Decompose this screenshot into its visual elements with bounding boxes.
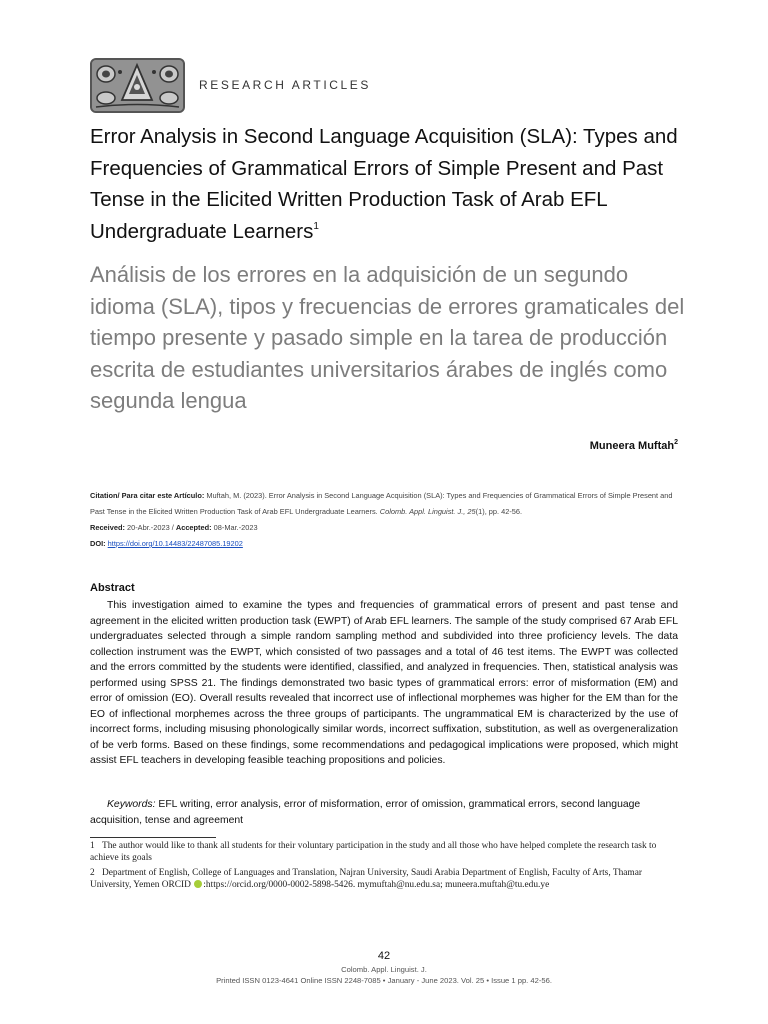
accepted-date: 08-Mar.-2023 (211, 523, 258, 532)
received-label: Received: (90, 523, 125, 532)
keywords-text: EFL writing, error analysis, error of misformation, error of omission, grammatical errors, second language acquisition, tense and agreement (90, 799, 641, 826)
citation-label: Citation/ Para citar este Artículo: (90, 491, 205, 500)
footnotes (90, 840, 680, 894)
abstract-body: This investigation aimed to examine the types and frequencies of grammatical errors of present and past tense and agreement in the elicited written production task (EWPT) of Arab EFL learners. The sample of the study comprised 67 Arab EFL undergraduates selected through a simple random sampling method and subdivided into three proficiency levels. The data collection instrument was the EWPT, which consisted of two passages and a total of 46 test items. The EWPT was collected and the errors committed by the students were identified, classified, and analyzed in frequencies. Then, statistical analysis was performed using SPSS 21. The findings demonstrated two basic types of grammatical errors: error of misformation (EM) and error of omission (EO). Overall results revealed that incorrect use of inflectional morphemes was higher for the EM than for the EO of inflectional morphemes across the three groups of participants. The ungrammatical EM is characterized by the use of incorrect forms, including misusing phonologically similar words, incorrect suffixation, substitution, as well as overgeneralization of be verb forms. Based on these findings, some recommendations and pedagogical implications were proposed, which might assist EFL teachers in developing feasible teaching propositions and policies. (90, 600, 678, 766)
footer-print-info: Printed ISSN 0123-4641 Online ISSN 2248-7085 • January - June 2023. Vol. 25 • Issue 1 pp. 42-56. (216, 976, 552, 985)
citation-pages: (1), pp. 42-56. (475, 507, 523, 516)
footnote-2 (90, 867, 680, 891)
title-english-text: Error Analysis in Second Language Acquisition (SLA): Types and Frequencies of Grammatical Errors of Simple Present and Past Tense in the Elicited Written Production Task of Arab EFL Undergraduate Learners (90, 125, 678, 243)
abstract-heading: Abstract (90, 582, 135, 594)
footnote-contact: :https://orcid.org/0000-0002-5898-5426. mymuftah@nu.edu.sa; muneera.muftah@tu.edu.ye (203, 880, 550, 890)
section-label: RESEARCH ARTICLES (199, 78, 372, 92)
footnote-1 (90, 840, 680, 864)
doi-label: DOI: (90, 539, 106, 548)
footnote-number: 1 (90, 841, 95, 851)
footnote-number: 2 (90, 868, 95, 878)
keywords (90, 797, 678, 828)
author-name (590, 440, 678, 452)
citation-text: Muftah, M. (2023). Error Analysis in Second Language Acquisition (SLA): Types and Frequencies of Grammatical Errors of Simple Present and Past Tense in the Elicited Written Production Task of Arab EFL Undergraduate Learners. (90, 491, 673, 516)
citation-volume: 25 (467, 507, 476, 516)
journal-logo-icon (90, 58, 185, 113)
doi-link[interactable]: https://doi.org/10.14483/22487085.19202 (107, 539, 243, 548)
author-footnote-mark: 2 (674, 439, 678, 446)
page-number: 42 (377, 950, 391, 962)
doi-line (90, 536, 678, 552)
author-name-text: Muneera Muftah (589, 440, 675, 452)
footer-journal: Colomb. Appl. Linguist. J. (341, 965, 427, 974)
footnote-text: The author would like to thank all students for their voluntary participation in the study and all those who have helped complete the research task to achieve its goals (90, 841, 657, 863)
article-title-spanish: Análisis de los errores en la adquisición de un segundo idioma (SLA), tipos y frecuencias de errores gramaticales del tiempo presente y pasado simple en la tarea de producción escrita de estudiantes universitarios árabes de inglés como segunda lengua (90, 262, 685, 413)
orcid-icon[interactable] (194, 880, 202, 888)
title-footnote-mark: 1 (313, 220, 319, 232)
footnote-divider (90, 837, 216, 838)
accepted-label: Accepted: (175, 523, 212, 532)
footnote-text: Department of English, College of Languages and Translation, Najran University, Saudi Arabia Department of English, Faculty of Arts, Thamar University, Yemen ORCID (90, 868, 642, 890)
keywords-label: Keywords: (107, 799, 156, 810)
received-date: 20-Abr.-2023 / (124, 523, 176, 532)
received-accepted-line (90, 520, 678, 536)
citation-line (90, 488, 678, 520)
page-header (90, 57, 371, 113)
citation-journal: Colomb. Appl. Linguist. J., (379, 507, 466, 516)
citation-block (90, 488, 678, 552)
article-title-english (90, 121, 690, 247)
